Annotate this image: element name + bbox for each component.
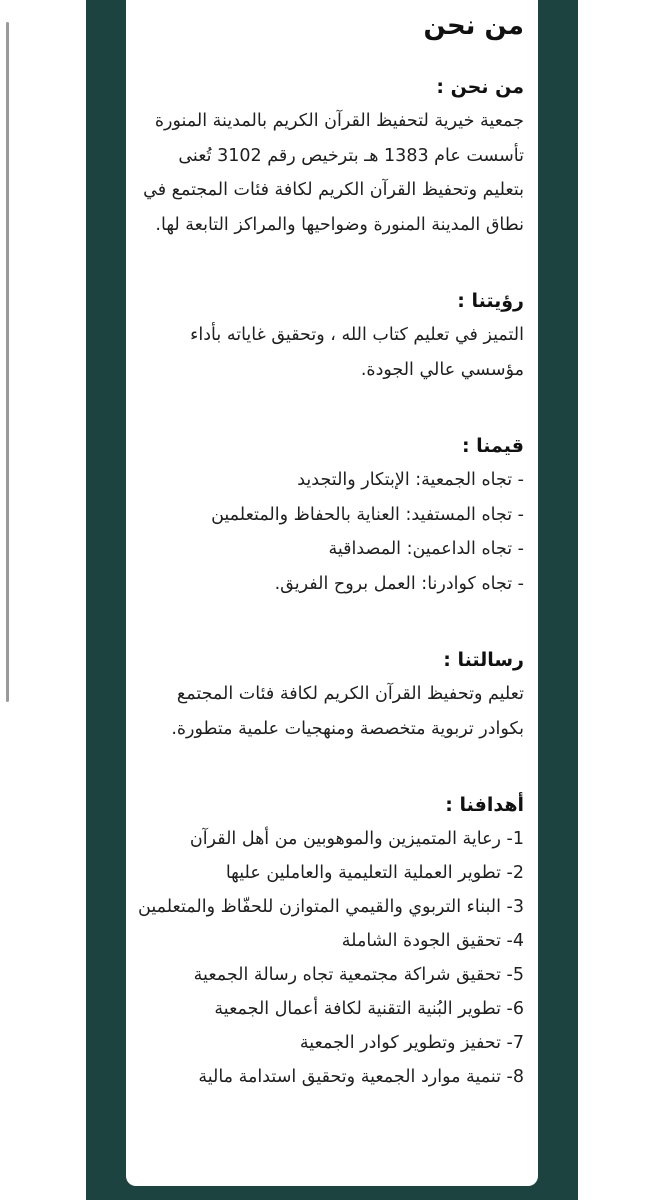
values-item-2: - تجاه المستفيد: العناية بالحفاظ والمتعلمين xyxy=(211,504,524,525)
goals-item-7: 7- تحفيز وتطوير كوادر الجمعية xyxy=(299,1033,524,1053)
vision-section xyxy=(138,284,524,387)
values-item-3: - تجاه الداعمين: المصداقية xyxy=(328,539,524,559)
goals-item-1: 1- رعاية المتميزين والموهوبين من أهل القرآن xyxy=(189,829,524,849)
values-section xyxy=(138,429,524,601)
about-heading: من نحن : xyxy=(436,76,524,98)
scrollbar[interactable] xyxy=(6,22,9,702)
mission-heading: رسالتنا : xyxy=(443,649,524,671)
goals-item-6: 6- تطوير البُنية التقنية لكافة أعمال الجمعية xyxy=(214,999,524,1019)
mission-body: تعليم وتحفيظ القرآن الكريم لكافة فئات المجتمع بكوادر تربوية متخصصة ومنهجيات علمية متطورة. xyxy=(171,684,524,739)
vision-heading: رؤيتنا : xyxy=(457,290,524,312)
goals-section xyxy=(138,788,524,1094)
about-body: جمعية خيرية لتحفيظ القرآن الكريم بالمدينة المنورة تأسست عام 1383 هـ بترخيص رقم 3102 تُعنى بتعليم وتحفيظ القرآن الكريم لكافة فئات المجتمع في نطاق المدينة المنورة وضواحيها والمراكز التابعة لها. xyxy=(143,111,524,235)
vision-body: التميز في تعليم كتاب الله ، وتحقيق غاياته بأداء مؤسسي عالي الجودة. xyxy=(190,325,524,380)
mission-section xyxy=(138,643,524,746)
values-item-4: - تجاه كوادرنا: العمل بروح الفريق. xyxy=(274,573,524,594)
about-card xyxy=(126,0,538,1186)
goals-item-8: 8- تنمية موارد الجمعية وتحقيق استدامة مالية xyxy=(198,1067,524,1087)
values-heading: قيمنا : xyxy=(461,435,524,457)
goals-item-5: 5- تحقيق شراكة مجتمعية تجاه رسالة الجمعية xyxy=(193,965,524,985)
goals-item-2: 2- تطوير العملية التعليمية والعاملين عليها xyxy=(225,863,524,883)
goals-item-4: 4- تحقيق الجودة الشاملة xyxy=(341,931,524,951)
goals-heading: أهدافنا : xyxy=(445,794,524,816)
about-section xyxy=(138,70,524,242)
goals-item-3: 3- البناء التربوي والقيمي المتوازن للحفّاظ والمتعلمين xyxy=(138,897,524,917)
values-item-1: - تجاه الجمعية: الإبتكار والتجديد xyxy=(297,470,524,490)
page-title: من نحن xyxy=(423,11,524,41)
